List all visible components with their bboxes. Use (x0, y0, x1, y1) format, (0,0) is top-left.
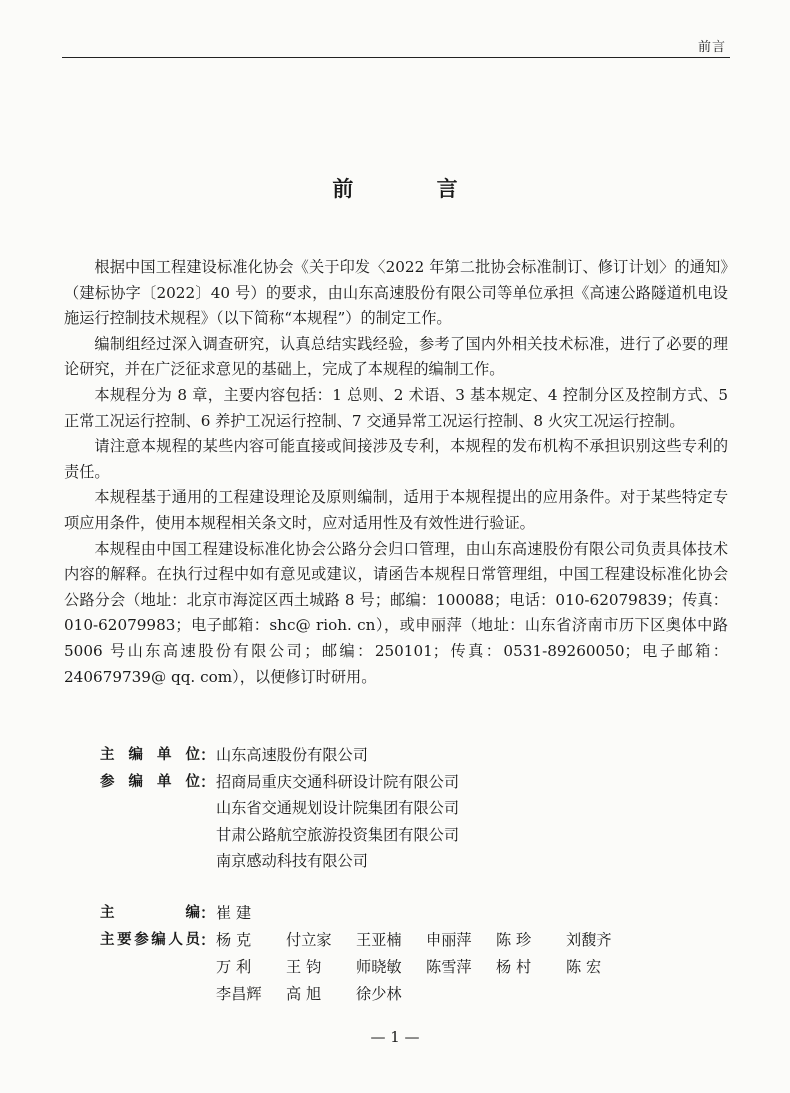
chief-editor-row: 主编 ： 崔 建 (100, 900, 636, 927)
preface-body (64, 255, 728, 690)
drafter-name: 万 利 (216, 958, 252, 976)
paragraph: 本规程基于通用的工程建设理论及原则编制，适用于本规程提出的应用条件。对于某些特定专项应用条件，使用本规程相关条文时，应对适用性及有效性进行验证。 (64, 488, 728, 532)
page-number: — 1 — (370, 1028, 420, 1046)
page-title: 前 言 (332, 177, 496, 201)
running-header: 前言 (697, 40, 726, 55)
drafter-name: 杨 克 (216, 931, 252, 949)
drafter-name: 陈雪萍 (426, 958, 472, 976)
drafter-name: 王亚楠 (356, 931, 402, 949)
header-rule (62, 57, 730, 58)
drafter-name: 杨 村 (496, 958, 532, 976)
drafters-row: 主要参编人员 ： 杨 克 付立家 王亚楠 申丽萍 陈 珍 刘馥齐 万 利 王 钧 师晓敏 陈雪萍 杨 村 陈 宏 李昌辉 高 旭 徐少林 (100, 927, 636, 1008)
participating-units-row: 参编单位 ： 招商局重庆交通科研设计院有限公司 山东省交通规划设计院集团有限公司 甘肃公路航空旅游投资集团有限公司 南京感动科技有限公司 (100, 769, 459, 875)
drafters-list (216, 927, 636, 1008)
chief-editor-label: 主编 (100, 905, 200, 921)
paragraph: 请注意本规程的某些内容可能直接或间接涉及专利，本规程的发布机构不承担识别这些专利的责任。 (64, 437, 728, 481)
drafter-name: 申丽萍 (426, 931, 472, 949)
chief-editor: 崔 建 (216, 904, 252, 922)
drafters-label: 主要参编人员 (100, 932, 200, 948)
paragraph: 本规程分为 8 章，主要内容包括：1 总则、2 术语、3 基本规定、4 控制分区及控制方式、5 正常工况运行控制、6 养护工况运行控制、7 交通异常工况运行控制、8 火灾工况运行控制。 (64, 385, 728, 430)
chief-unit-label: 主编单位 (100, 747, 200, 763)
participating-unit: 南京感动科技有限公司 (216, 852, 368, 870)
drafter-name: 陈 珍 (496, 931, 532, 949)
paragraph: 本规程由中国工程建设标准化协会公路分会归口管理，由山东高速股份有限公司负责具体技术内容的解释。在执行过程中如有意见或建议，请函告本规程日常管理组，中国工程建设标准化协会公路分会（地址：北京市海淀区西土城路 8 号；邮编：100088；电话：010-62079839；传真：010-62079983；电子邮箱：shc@ rioh. cn），或申丽萍（地址：山东省济南市历下区奥体中路 5006 号山东高速股份有限公司；邮编：250101；传真：0531-89260050；电子邮箱：240679739@ qq. com），以便修订时研用。 (64, 539, 728, 686)
drafter-name: 王 钧 (286, 958, 322, 976)
participating-unit: 甘肃公路航空旅游投资集团有限公司 (216, 825, 459, 844)
drafter-name: 陈 宏 (566, 958, 602, 976)
participating-units-label: 参编单位 (100, 773, 200, 790)
credits-people (100, 900, 636, 1008)
credits-units (100, 742, 459, 875)
chief-unit: 山东高速股份有限公司 (216, 746, 368, 764)
chief-unit-row: 主编单位 ： 山东高速股份有限公司 (100, 742, 459, 769)
participating-unit: 招商局重庆交通科研设计院有限公司 (216, 772, 459, 791)
drafter-name: 师晓敏 (356, 958, 402, 976)
drafter-name: 徐少林 (356, 985, 402, 1003)
drafter-name: 刘馥齐 (566, 931, 612, 949)
drafter-name: 李昌辉 (216, 985, 262, 1003)
paragraph: 根据中国工程建设标准化协会《关于印发〈2022 年第二批协会标准制订、修订计划〉的通知》（建标协字〔2022〕40 号）的要求，由山东高速股份有限公司等单位承担《高速公路隧道机电设施运行控制技术规程》（以下简称“本规程”）的制定工作。 (64, 258, 728, 328)
paragraph: 编制组经过深入调查研究，认真总结实践经验，参考了国内外相关技术标准，进行了必要的理论研究，并在广泛征求意见的基础上，完成了本规程的编制工作。 (64, 334, 728, 379)
drafter-name: 付立家 (286, 931, 332, 949)
participating-unit: 山东省交通规划设计院集团有限公司 (216, 799, 459, 817)
drafter-name: 高 旭 (286, 985, 322, 1003)
